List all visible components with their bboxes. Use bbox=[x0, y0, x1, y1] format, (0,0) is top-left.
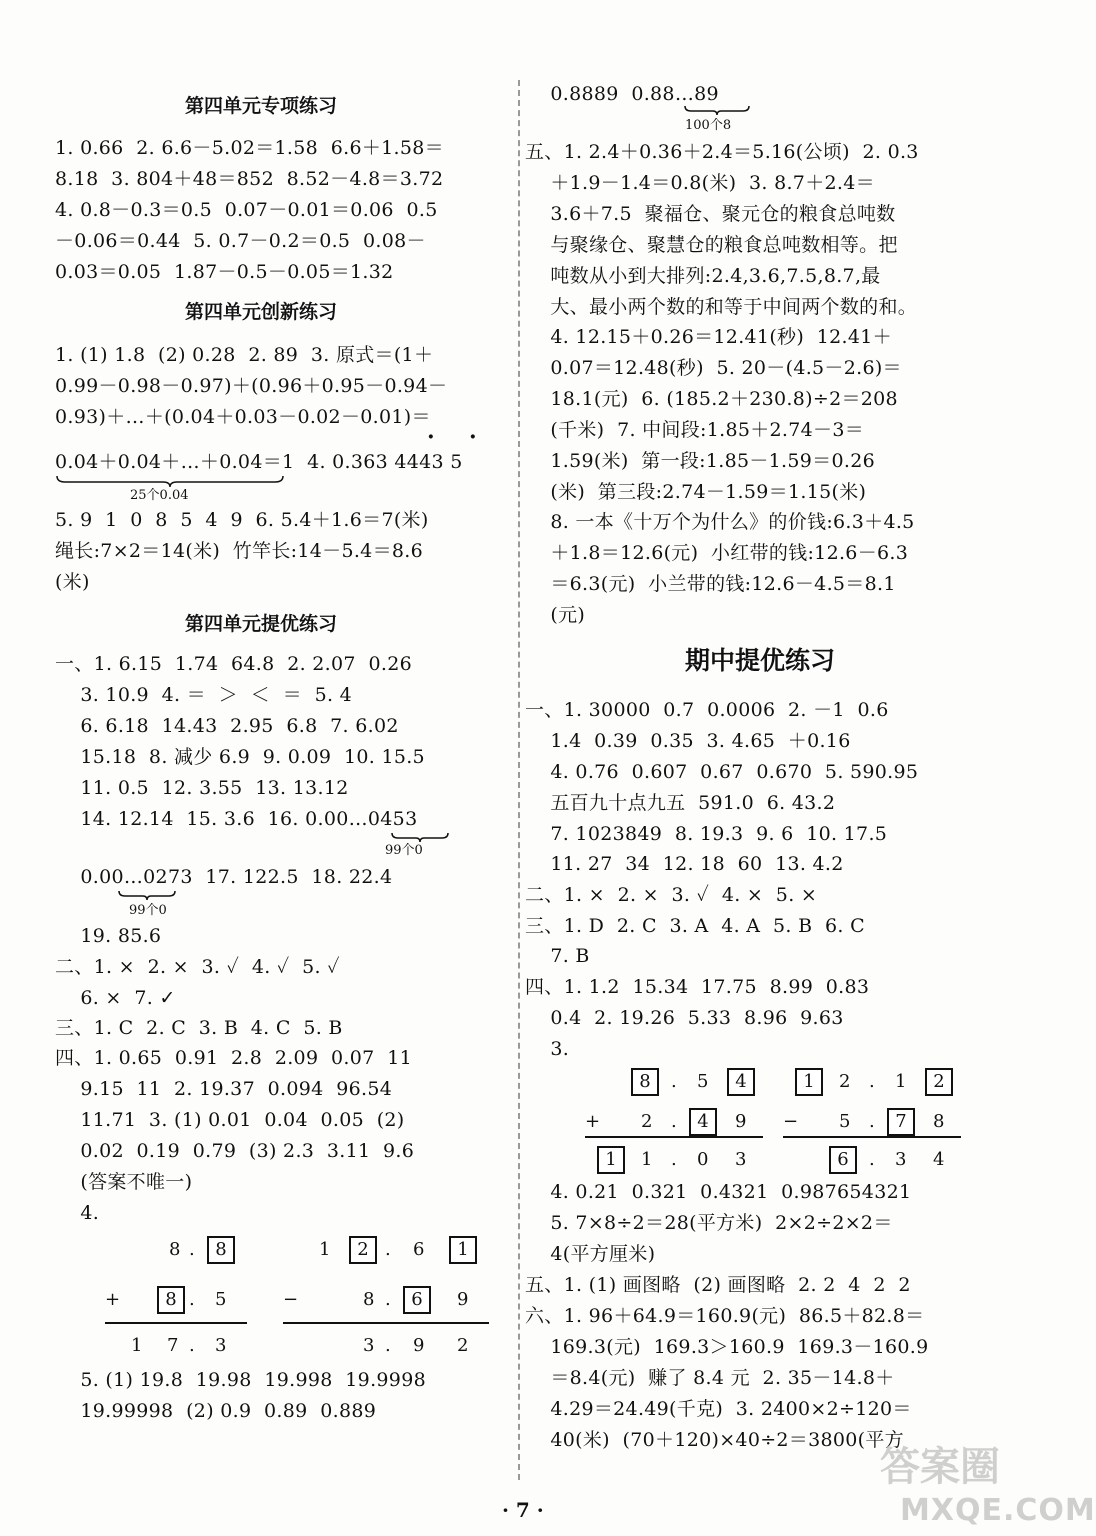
answer-line: 三、1. D 2. C 3. A 4. A 5. B 6. C bbox=[525, 915, 865, 937]
answer-line: 三、1. C 2. C 3. B 4. C 5. B bbox=[55, 1017, 343, 1039]
filled-box: 6 bbox=[829, 1146, 857, 1174]
underbrace bbox=[683, 104, 751, 116]
decimal-point: . bbox=[869, 1111, 875, 1132]
answer-line: 一、1. 30000 0.7 0.0006 2. －1 0.6 bbox=[525, 699, 889, 721]
answer-line: 五百九十点九五 591.0 6. 43.2 bbox=[525, 792, 836, 814]
answer-line: 11.71 3. (1) 0.01 0.04 0.05 (2) bbox=[55, 1109, 405, 1131]
sum-line bbox=[105, 1322, 247, 1324]
digit: 3 bbox=[895, 1149, 907, 1170]
answer-line: ＋1.9－1.4＝0.8(米) 3. 8.7＋2.4＝ bbox=[525, 172, 875, 194]
decimal-point: . bbox=[869, 1071, 875, 1092]
answer-line: 五、1. (1) 画图略 (2) 画图略 2. 2 4 2 2 bbox=[525, 1274, 911, 1296]
answer-line: 0.04＋0.04＋…＋0.04＝1 4. 0.363 4443 5 bbox=[55, 451, 463, 473]
filled-box: 7 bbox=[887, 1108, 915, 1136]
decimal-point: . bbox=[671, 1149, 677, 1170]
filled-box: 2 bbox=[349, 1236, 377, 1264]
digit: 9 bbox=[735, 1111, 747, 1132]
plus-sign: + bbox=[585, 1111, 601, 1132]
sum-line bbox=[585, 1136, 763, 1138]
digit: 2 bbox=[641, 1111, 653, 1132]
section-title-unit4-special: 第四单元专项练习 bbox=[185, 95, 338, 117]
answer-line: (千米) 7. 中间段:1.85＋2.74－3＝ bbox=[525, 419, 865, 441]
answer-line: 14. 12.14 15. 3.6 16. 0.00…0453 bbox=[55, 808, 418, 830]
decimal-point: . bbox=[189, 1239, 195, 1260]
answer-line: ＝8.4(元) 赚了 8.4 元 2. 35－14.8＋ bbox=[525, 1367, 895, 1389]
digit: 3 bbox=[735, 1149, 747, 1170]
digit: 2 bbox=[457, 1335, 469, 1356]
answer-line: 与聚缘仓、聚慧仓的粮食总吨数相等。把 bbox=[525, 234, 898, 256]
decimal-point: . bbox=[385, 1239, 391, 1260]
digit: 1 bbox=[895, 1071, 907, 1092]
digit: 2 bbox=[839, 1071, 851, 1092]
digit: 5 bbox=[215, 1289, 227, 1310]
underbrace bbox=[117, 889, 177, 901]
filled-box: 1 bbox=[597, 1146, 625, 1174]
underbrace bbox=[390, 831, 450, 843]
brace-note: 99个0 bbox=[129, 903, 167, 918]
answer-line: ＋1.8＝12.6(元) 小红带的钱:12.6－6.3 bbox=[525, 542, 909, 564]
section-title-midterm: 期中提优练习 bbox=[685, 646, 836, 675]
answer-line: 4.29＝24.49(千克) 3. 2400×2÷120＝ bbox=[525, 1398, 912, 1420]
answer-line: (米) 第三段:2.74－1.59＝1.15(米) bbox=[525, 481, 867, 503]
answer-line: 0.4 2. 19.26 5.33 8.96 9.63 bbox=[525, 1007, 844, 1029]
answer-line: 5. 7×8÷2＝28(平方米) 2×2÷2×2＝ bbox=[525, 1212, 893, 1234]
underbrace bbox=[55, 474, 285, 488]
digit: 8 bbox=[363, 1289, 375, 1310]
answer-line: 4. 0.76 0.607 0.67 0.670 5. 590.95 bbox=[525, 761, 919, 783]
answer-line: 0.07＝12.48(秒) 5. 20－(4.5－2.6)＝ bbox=[525, 357, 902, 379]
answer-line: 四、1. 0.65 0.91 2.8 2.09 0.07 11 bbox=[55, 1047, 412, 1069]
digit: 9 bbox=[413, 1335, 425, 1356]
digit: 1 bbox=[319, 1239, 331, 1260]
answer-line: 6. 6.18 14.43 2.95 6.8 7. 6.02 bbox=[55, 715, 399, 737]
section-title-unit4-advanced: 第四单元提优练习 bbox=[185, 613, 338, 635]
answer-line: 0.8889 0.88…89 bbox=[525, 83, 719, 105]
answer-line: 3.6＋7.5 聚福仓、聚元仓的粮食总吨数 bbox=[525, 203, 896, 225]
answer-line: 1.59(米) 第一段:1.85－1.59＝0.26 bbox=[525, 450, 875, 472]
answer-line: 0.99－0.98－0.97)＋(0.96＋0.95－0.94－ bbox=[55, 375, 448, 397]
answer-line: 绳长:7×2＝14(米) 竹竿长:14－5.4＝8.6 bbox=[55, 540, 423, 562]
answer-line: 19. 85.6 bbox=[55, 925, 162, 947]
digit: 1 bbox=[641, 1149, 653, 1170]
decimal-point: . bbox=[671, 1071, 677, 1092]
filled-box: 4 bbox=[727, 1068, 755, 1096]
answer-line: 8. 一本《十万个为什么》的价钱:6.3＋4.5 bbox=[525, 511, 915, 533]
answer-line: 0.00…0273 17. 122.5 18. 22.4 bbox=[55, 866, 393, 888]
decimal-point: . bbox=[671, 1111, 677, 1132]
answer-line: 4. 0.8－0.3＝0.5 0.07－0.01＝0.06 0.5 bbox=[55, 199, 438, 221]
answer-line: 18.1(元) 6. (185.2＋230.8)÷2＝208 bbox=[525, 388, 898, 410]
answer-line: 5. (1) 19.8 19.98 19.998 19.9998 bbox=[55, 1369, 426, 1391]
answer-line: 二、1. × 2. × 3. ✓ 4. × 5. × bbox=[525, 884, 818, 906]
addition-puzzle bbox=[585, 1068, 765, 1178]
answer-line: 7. B bbox=[525, 945, 590, 967]
answer-line: 0.02 0.19 0.79 (3) 2.3 3.11 9.6 bbox=[55, 1140, 415, 1162]
digit: 8 bbox=[933, 1111, 945, 1132]
watermark-url: MXQE.COM bbox=[900, 1493, 1096, 1528]
digit: 5 bbox=[697, 1071, 709, 1092]
filled-box: 8 bbox=[207, 1236, 235, 1264]
decimal-point: . bbox=[869, 1149, 875, 1170]
decimal-point: . bbox=[385, 1289, 391, 1310]
answer-line: 大、最小两个数的和等于中间两个数的和。 bbox=[525, 296, 918, 318]
answer-line: 五、1. 2.4＋0.36＋2.4＝5.16(公顷) 2. 0.3 bbox=[525, 141, 919, 163]
digit: 1 bbox=[131, 1335, 143, 1356]
filled-box: 4 bbox=[689, 1108, 717, 1136]
answer-line: 3. bbox=[525, 1038, 570, 1060]
difference-line bbox=[283, 1322, 489, 1324]
answer-line: ＝6.3(元) 小兰带的钱:12.6－4.5＝8.1 bbox=[525, 573, 896, 595]
digit: 3 bbox=[215, 1335, 227, 1356]
answer-line: 19.99998 (2) 0.9 0.89 0.889 bbox=[55, 1400, 377, 1422]
answer-line: 6. × 7. ✓ bbox=[55, 987, 176, 1009]
answer-line: 169.3(元) 169.3＞160.9 169.3－160.9 bbox=[525, 1336, 929, 1358]
digit: 4 bbox=[933, 1149, 945, 1170]
subtraction-puzzle bbox=[283, 1236, 493, 1366]
decimal-point: . bbox=[189, 1335, 195, 1356]
watermark-logo bbox=[880, 1444, 1096, 1535]
answer-line: 8.18 3. 804＋48＝852 8.52－4.8＝3.72 bbox=[55, 168, 444, 190]
answer-line: (答案不唯一) bbox=[55, 1171, 193, 1193]
answer-line: 3. 10.9 4. ＝ ＞ ＜ ＝ 5. 4 bbox=[55, 684, 353, 706]
answer-line: 9.15 11 2. 19.37 0.094 96.54 bbox=[55, 1078, 393, 1100]
answer-line: 7. 1023849 8. 19.3 9. 6 10. 17.5 bbox=[525, 823, 888, 845]
answer-line: 4. 12.15＋0.26＝12.41(秒) 12.41＋ bbox=[525, 326, 892, 348]
answer-line: 1. 0.66 2. 6.6－5.02＝1.58 6.6＋1.58＝ bbox=[55, 137, 444, 159]
filled-box: 2 bbox=[925, 1068, 953, 1096]
answer-line: 六、1. 96＋64.9＝160.9(元) 86.5＋82.8＝ bbox=[525, 1305, 925, 1327]
brace-note: 25个0.04 bbox=[130, 488, 189, 503]
answer-line: 4. bbox=[55, 1202, 100, 1224]
addition-puzzle bbox=[105, 1236, 245, 1366]
decimal-point: . bbox=[385, 1335, 391, 1356]
digit: 5 bbox=[839, 1111, 851, 1132]
watermark-text: 答案圈 bbox=[880, 1444, 1000, 1490]
answer-line: 4. 0.21 0.321 0.4321 0.987654321 bbox=[525, 1181, 912, 1203]
repeating-dot: · bbox=[427, 424, 435, 450]
answer-line: (元) bbox=[525, 604, 586, 626]
answer-line: 一、1. 6.15 1.74 64.8 2. 2.07 0.26 bbox=[55, 653, 412, 675]
answer-line: 15.18 8. 减少 6.9 9. 0.09 10. 15.5 bbox=[55, 746, 425, 768]
answer-line: 11. 0.5 12. 3.55 13. 13.12 bbox=[55, 777, 349, 799]
answer-line: 40(米) (70＋120)×40÷2＝3800(平方 bbox=[525, 1429, 904, 1451]
filled-box: 8 bbox=[631, 1068, 659, 1096]
minus-sign: − bbox=[283, 1289, 299, 1310]
digit: 8 bbox=[169, 1239, 181, 1260]
digit: 0 bbox=[697, 1149, 709, 1170]
digit: 6 bbox=[413, 1239, 425, 1260]
answer-line: 0.93)＋…＋(0.04＋0.03－0.02－0.01)＝ bbox=[55, 406, 431, 428]
minus-sign: − bbox=[783, 1111, 799, 1132]
digit: 3 bbox=[363, 1335, 375, 1356]
filled-box: 1 bbox=[449, 1236, 477, 1264]
answer-line: 11. 27 34 12. 18 60 13. 4.2 bbox=[525, 853, 844, 875]
difference-line bbox=[783, 1136, 961, 1138]
filled-box: 6 bbox=[403, 1286, 431, 1314]
section-title-unit4-innovation: 第四单元创新练习 bbox=[185, 301, 338, 323]
digit: 9 bbox=[457, 1289, 469, 1310]
answer-line: 1. (1) 1.8 (2) 0.28 2. 89 3. 原式＝(1＋ bbox=[55, 344, 434, 366]
answer-line: 二、1. × 2. × 3. ✓ 4. ✓ 5. ✓ bbox=[55, 956, 340, 978]
answer-line: －0.06＝0.44 5. 0.7－0.2＝0.5 0.08－ bbox=[55, 230, 426, 252]
decimal-point: . bbox=[189, 1289, 195, 1310]
answer-line: 0.03＝0.05 1.87－0.5－0.05＝1.32 bbox=[55, 261, 394, 283]
answer-line: 1.4 0.39 0.35 3. 4.65 ＋0.16 bbox=[525, 730, 851, 752]
filled-box: 1 bbox=[795, 1068, 823, 1096]
brace-note: 99个0 bbox=[385, 843, 423, 858]
answer-line: 四、1. 1.2 15.34 17.75 8.99 0.83 bbox=[525, 976, 870, 998]
answer-line: 5. 9 1 0 8 5 4 9 6. 5.4＋1.6＝7(米) bbox=[55, 509, 429, 531]
answer-line: 吨数从小到大排列:2.4,3.6,7.5,8.7,最 bbox=[525, 265, 881, 287]
filled-box: 8 bbox=[157, 1286, 185, 1314]
digit: 7 bbox=[167, 1335, 179, 1356]
answer-line: 4(平方厘米) bbox=[525, 1243, 656, 1265]
repeating-dot: · bbox=[469, 424, 477, 450]
brace-note: 100个8 bbox=[685, 118, 732, 133]
page-number: · 7 · bbox=[502, 1498, 544, 1522]
plus-sign: + bbox=[105, 1289, 121, 1310]
answer-line: (米) bbox=[55, 571, 90, 593]
subtraction-puzzle bbox=[783, 1068, 963, 1178]
column-divider bbox=[518, 80, 520, 1480]
